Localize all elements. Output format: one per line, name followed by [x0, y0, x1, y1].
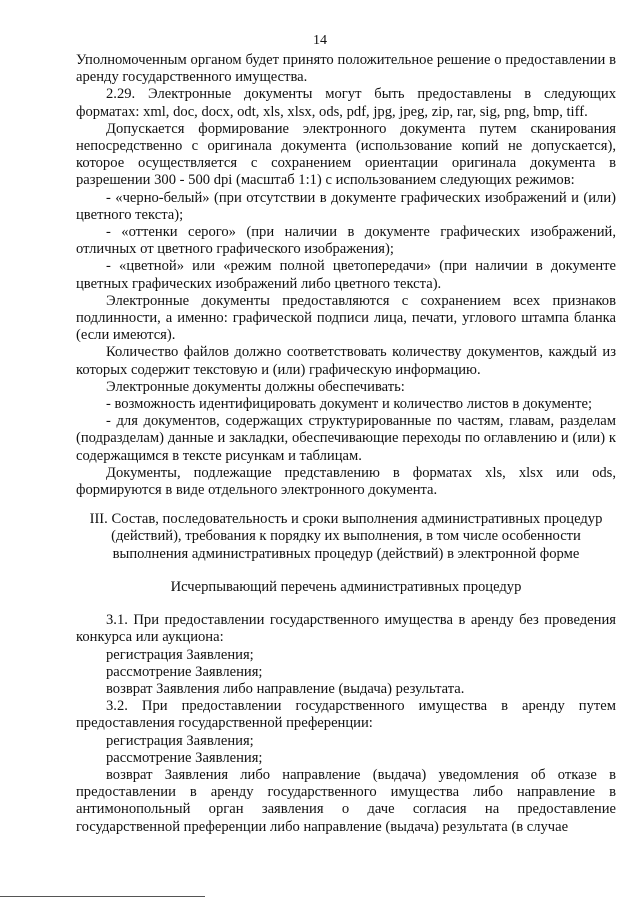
paragraph: Допускается формирование электронного документа путем сканирования непосредственно с оригинала документа (использование копий не допускается), которое осуществляется с сохранением ориентации оригинала документа в разрешении 300 - 500 dpi (масштаб 1:1) с использованием следующих режимов: [76, 120, 616, 189]
paragraph: Документы, подлежащие представлению в форматах xls, xlsx или ods, формируются в виде отдельного электронного документа. [76, 464, 616, 499]
paragraph: Электронные документы должны обеспечивать: [106, 378, 405, 395]
list-item: - «цветной» или «режим полной цветопередачи» (при наличии в документе цветных графических изображений либо цветного текста). [76, 258, 616, 292]
paragraph: Уполномоченным органом будет принято положительное решение о предоставлении в аренду государственного имущества. [76, 52, 616, 86]
document-body [76, 52, 616, 836]
section-heading: III. Состав, последовательность и сроки выполнения административных процедур (действий), требования к порядку их выполнения, в том числе особенности выполнения административных процедур (действий) в электронной форме [89, 511, 603, 562]
procedure-step: регистрация Заявления; [106, 646, 254, 663]
paragraph: Электронные документы предоставляются с сохранением всех признаков подлинности, а именно: графической подписи лица, печати, углового штампа бланка (если имеются). [76, 292, 616, 344]
list-item: - «оттенки серого» (при наличии в документе графических изображений, отличных от цветного графического изображения); [76, 224, 616, 258]
procedure-step: рассмотрение Заявления; [106, 663, 263, 680]
footnote-divider [0, 896, 205, 897]
procedure-step: возврат Заявления либо направление (выдача) уведомления об отказе в предоставлении в аренду государственного имущества либо направление в антимонопольный орган заявления о даче согласия на предоставление государственной преференции либо направление (выдача) результата (в случае [76, 766, 616, 835]
procedure-item-3-2: 3.2. При предоставлении государственного имущества в аренду путем предоставления государственной преференции: [76, 698, 616, 732]
procedure-step: рассмотрение Заявления; [106, 749, 263, 766]
paragraph-2-29: 2.29. Электронные документы могут быть предоставлены в следующих форматах: xml, doc, docx, odt, xls, xlsx, ods, pdf, jpg, jpeg, zip, rar, sig, png, bmp, tiff. [76, 86, 616, 120]
list-item: - для документов, содержащих структурированные по частям, главам, разделам (подразделам) данные и закладки, обеспечивающие переходы по оглавлению и (или) к содержащимся в тексте рисункам и таблицам. [76, 413, 616, 464]
paragraph: Количество файлов должно соответствовать количеству документов, каждый из которых содержит текстовую и (или) графическую информацию. [76, 344, 616, 378]
list-item: - «черно-белый» (при отсутствии в документе графических изображений и (или) цветного текста); [76, 189, 616, 223]
procedure-item-3-1: 3.1. При предоставлении государственного имущества в аренду без проведения конкурса или аукциона: [76, 612, 616, 646]
procedure-step: регистрация Заявления; [106, 732, 254, 749]
list-item: - возможность идентифицировать документ и количество листов в документе; [106, 396, 593, 413]
page-number: 14 [313, 33, 327, 48]
procedure-step: возврат Заявления либо направление (выдача) результата. [106, 680, 465, 697]
subheading: Исчерпывающий перечень административных процедур [170, 578, 522, 595]
